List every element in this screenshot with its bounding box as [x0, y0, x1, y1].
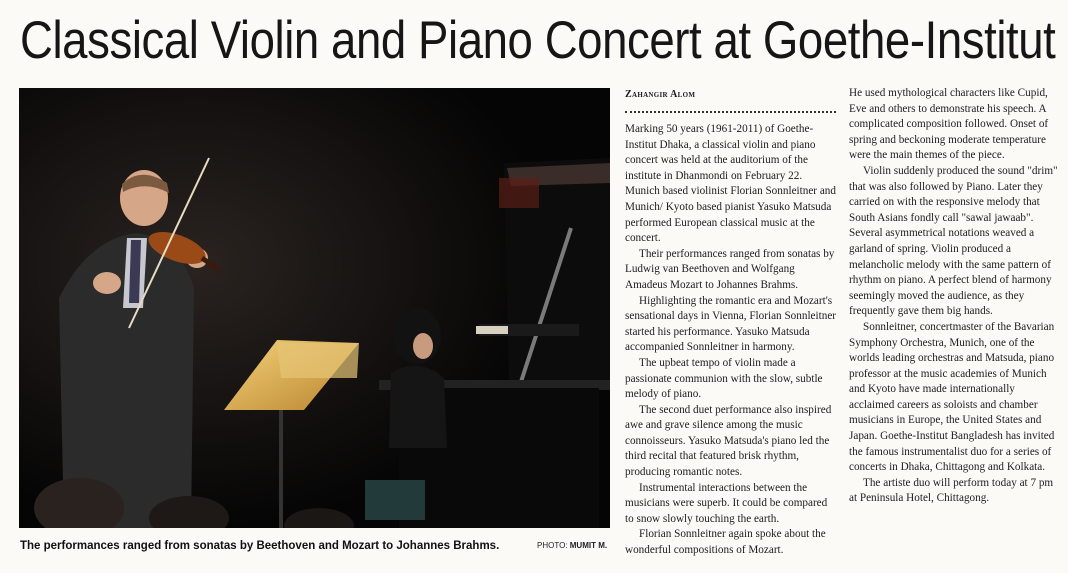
photo-credit — [537, 537, 613, 555]
paragraph: Marking 50 years (1961-2011) of Goethe-Institut Dhaka, a classical violin and piano concert was held at the auditorium of the institute in Dhanmondi on February 22. Munich based violinist Florian Sonnleitner and Munich/ Kyoto based pianist Yasuko Matsuda performed European classical music at the concert. — [625, 123, 836, 245]
paragraph: The upbeat tempo of violin made a passionate communion with the slow, subtle melody of piano. — [625, 356, 823, 401]
photo-caption: The performances ranged from sonatas by Beethoven and Mozart to Johannes Brahms. — [20, 540, 500, 552]
concert-photo — [19, 88, 610, 528]
paragraph: Violin suddenly produced the sound "drim" that was also followed by Piano. Later they carried on with the responsive melody that South Asians fondly call "sawal jawaab". Several asymmetrical notations weaved a garland of spring. Violin produced a melancholic melody with the same pattern of rhythm on piano. A perfect blend of harmony seemingly moved the audience, as they frequently gave them big hands. — [849, 164, 1058, 318]
article-column-2 — [849, 86, 1061, 507]
photo-credit-label: PHOTO: — [537, 541, 568, 550]
article-column-1 — [625, 122, 837, 559]
photo-credit-name: MUMIT M. — [569, 541, 608, 550]
headline: Classical Violin and Piano Concert at Goethe-Institut — [20, 11, 1056, 70]
byline: Zahangir Alom — [625, 89, 696, 100]
paragraph: The second duet performance also inspired awe and grave silence among the music connoisseurs. Yasuko Matsuda's piano led the third recital that featured brisk rhythm, producing romantic notes. — [625, 403, 832, 479]
paragraph: Highlighting the romantic era and Mozart's sensational days in Vienna, Florian Sonnleitner started his performance. Yasuko Matsuda accompanied Sonnleitner in harmony. — [625, 294, 837, 354]
paragraph: Instrumental interactions between the musicians were superb. It could be compared to snow slowly touching the earth. — [625, 481, 828, 525]
paragraph: Florian Sonnleitner again spoke about the wonderful compositions of Mozart. — [625, 528, 826, 557]
paragraph: He used mythological characters like Cupid, Eve and others to demonstrate his speech. A complicated composition followed. Onset of spring and beckoning moderate temperature were the main themes of the piece. — [849, 87, 1049, 162]
byline-divider — [625, 111, 836, 113]
paragraph: Sonnleitner, concertmaster of the Bavarian Symphony Orchestra, Munich, one of the worlds leading orchestras and Matsuda, piano professor at the music academies of Munich and Kyoto have made internationally acclaimed careers as soloists and chamber musicians in Europe, the United States and Japan. Goethe-Institut Bangladesh has invited the famous instrumentalist duo for a series of concerts in Dhaka, Chittagong and Kolkata. — [849, 320, 1055, 474]
concert-photo-illustration — [19, 88, 610, 528]
paragraph: The artiste duo will perform today at 7 pm at Peninsula Hotel, Chittagong. — [849, 476, 1054, 505]
paragraph: Their performances ranged from sonatas by Ludwig van Beethoven and Wolfgang Amadeus Mozart to Johannes Brahms. — [625, 247, 835, 291]
